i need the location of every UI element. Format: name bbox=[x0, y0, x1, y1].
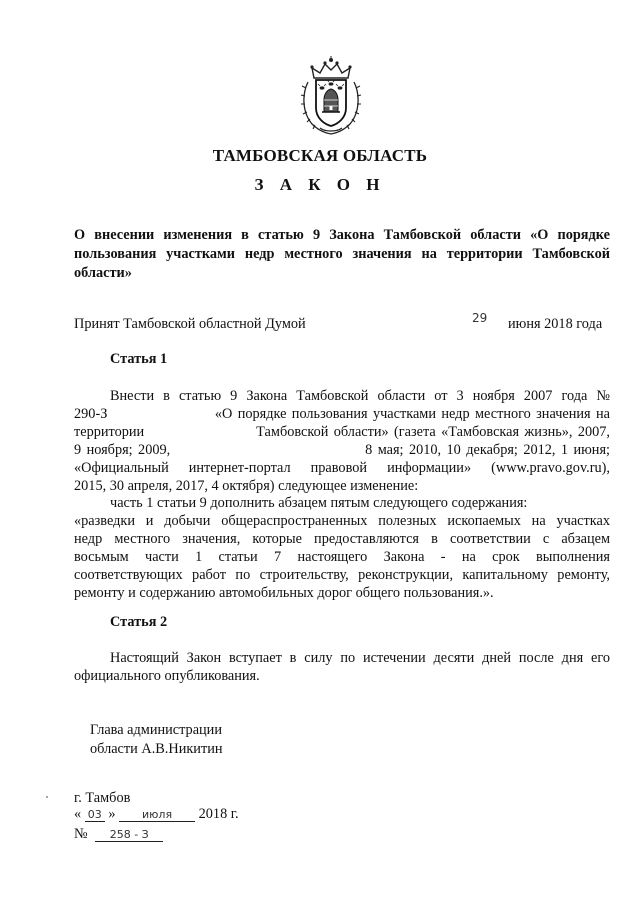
adoption-statement: Принят Тамбовской областной Думой bbox=[74, 316, 306, 332]
region-name: ТАМБОВСКАЯ ОБЛАСТЬ bbox=[212, 146, 428, 165]
article-2-title: Статья 2 bbox=[110, 614, 168, 630]
subject-line: О внесении изменения в статью 9 Закона Тамбовской области «О порядке bbox=[74, 227, 610, 243]
date-day-handwritten: 03 bbox=[85, 808, 105, 822]
article-1-line: 290-З «О порядке пользования участками недр местного значения на bbox=[74, 405, 610, 422]
subject-line: области» bbox=[74, 265, 132, 281]
signatory-name: области А.В.Никитин bbox=[90, 741, 223, 757]
article-1-line: 9 ноября; 2009, 8 мая; 2010, 10 декабря; 2012, 1 июня; bbox=[74, 441, 610, 458]
number-label: № bbox=[74, 826, 88, 842]
signatory-title: Глава администрации bbox=[90, 722, 222, 738]
adoption-day-handwritten: 29 bbox=[472, 311, 488, 325]
article-1-line: ремонту и содержанию автомобильных дорог общего пользования.». bbox=[74, 584, 494, 601]
date-close-quote: » bbox=[108, 806, 116, 822]
article-1-line: «разведки и добычи общераспространенных полезных ископаемых на участках bbox=[74, 513, 610, 530]
article-1-line: территории Тамбовской области» (газета «Тамбовская жизнь», 2007, bbox=[74, 423, 610, 440]
law-number-handwritten: 258 - З bbox=[95, 828, 163, 842]
adoption-date: июня 2018 года bbox=[508, 316, 603, 332]
article-1-line: часть 1 статьи 9 дополнить абзацем пятым следующего содержания: bbox=[110, 495, 528, 512]
article-1-line: восьмым части 1 статьи 7 настоящего Закона - на срок выполнения bbox=[74, 549, 610, 566]
date-open-quote: « bbox=[74, 806, 82, 822]
coat-of-arms-icon bbox=[298, 56, 364, 136]
article-1-body bbox=[74, 388, 610, 603]
document-type: З А К О Н bbox=[254, 175, 386, 194]
signature-block bbox=[90, 721, 223, 759]
signing-date bbox=[74, 806, 239, 823]
law-number bbox=[74, 826, 163, 843]
article-2-line: Настоящий Закон вступает в силу по истечении десяти дней после дня его bbox=[110, 650, 610, 666]
article-1-line: недр местного значения, которые предоставляются в соответствии с абзацем bbox=[74, 531, 610, 548]
signing-city: г. Тамбов bbox=[74, 790, 131, 806]
subject-line: пользования участками недр местного значения на территории Тамбовской bbox=[74, 246, 610, 262]
scan-speck bbox=[46, 796, 48, 798]
article-2-body bbox=[74, 650, 610, 686]
article-2-line: официального опубликования. bbox=[74, 667, 260, 684]
article-1-line: соответствующих работ по строительству, реконструкции, капитальному ремонту, bbox=[74, 567, 610, 584]
article-1-line: 2015, 30 апреля, 2017, 4 октября) следующее изменение: bbox=[74, 477, 419, 494]
article-1-title: Статья 1 bbox=[110, 351, 168, 367]
date-month-handwritten: июля bbox=[119, 808, 195, 822]
article-1-line: «Официальный интернет-портал правовой информации» (www.pravo.gov.ru), bbox=[74, 459, 610, 476]
law-subject bbox=[74, 226, 610, 283]
date-year: 2018 г. bbox=[198, 806, 239, 822]
article-1-line: Внести в статью 9 Закона Тамбовской области от 3 ноября 2007 года № bbox=[110, 388, 610, 404]
